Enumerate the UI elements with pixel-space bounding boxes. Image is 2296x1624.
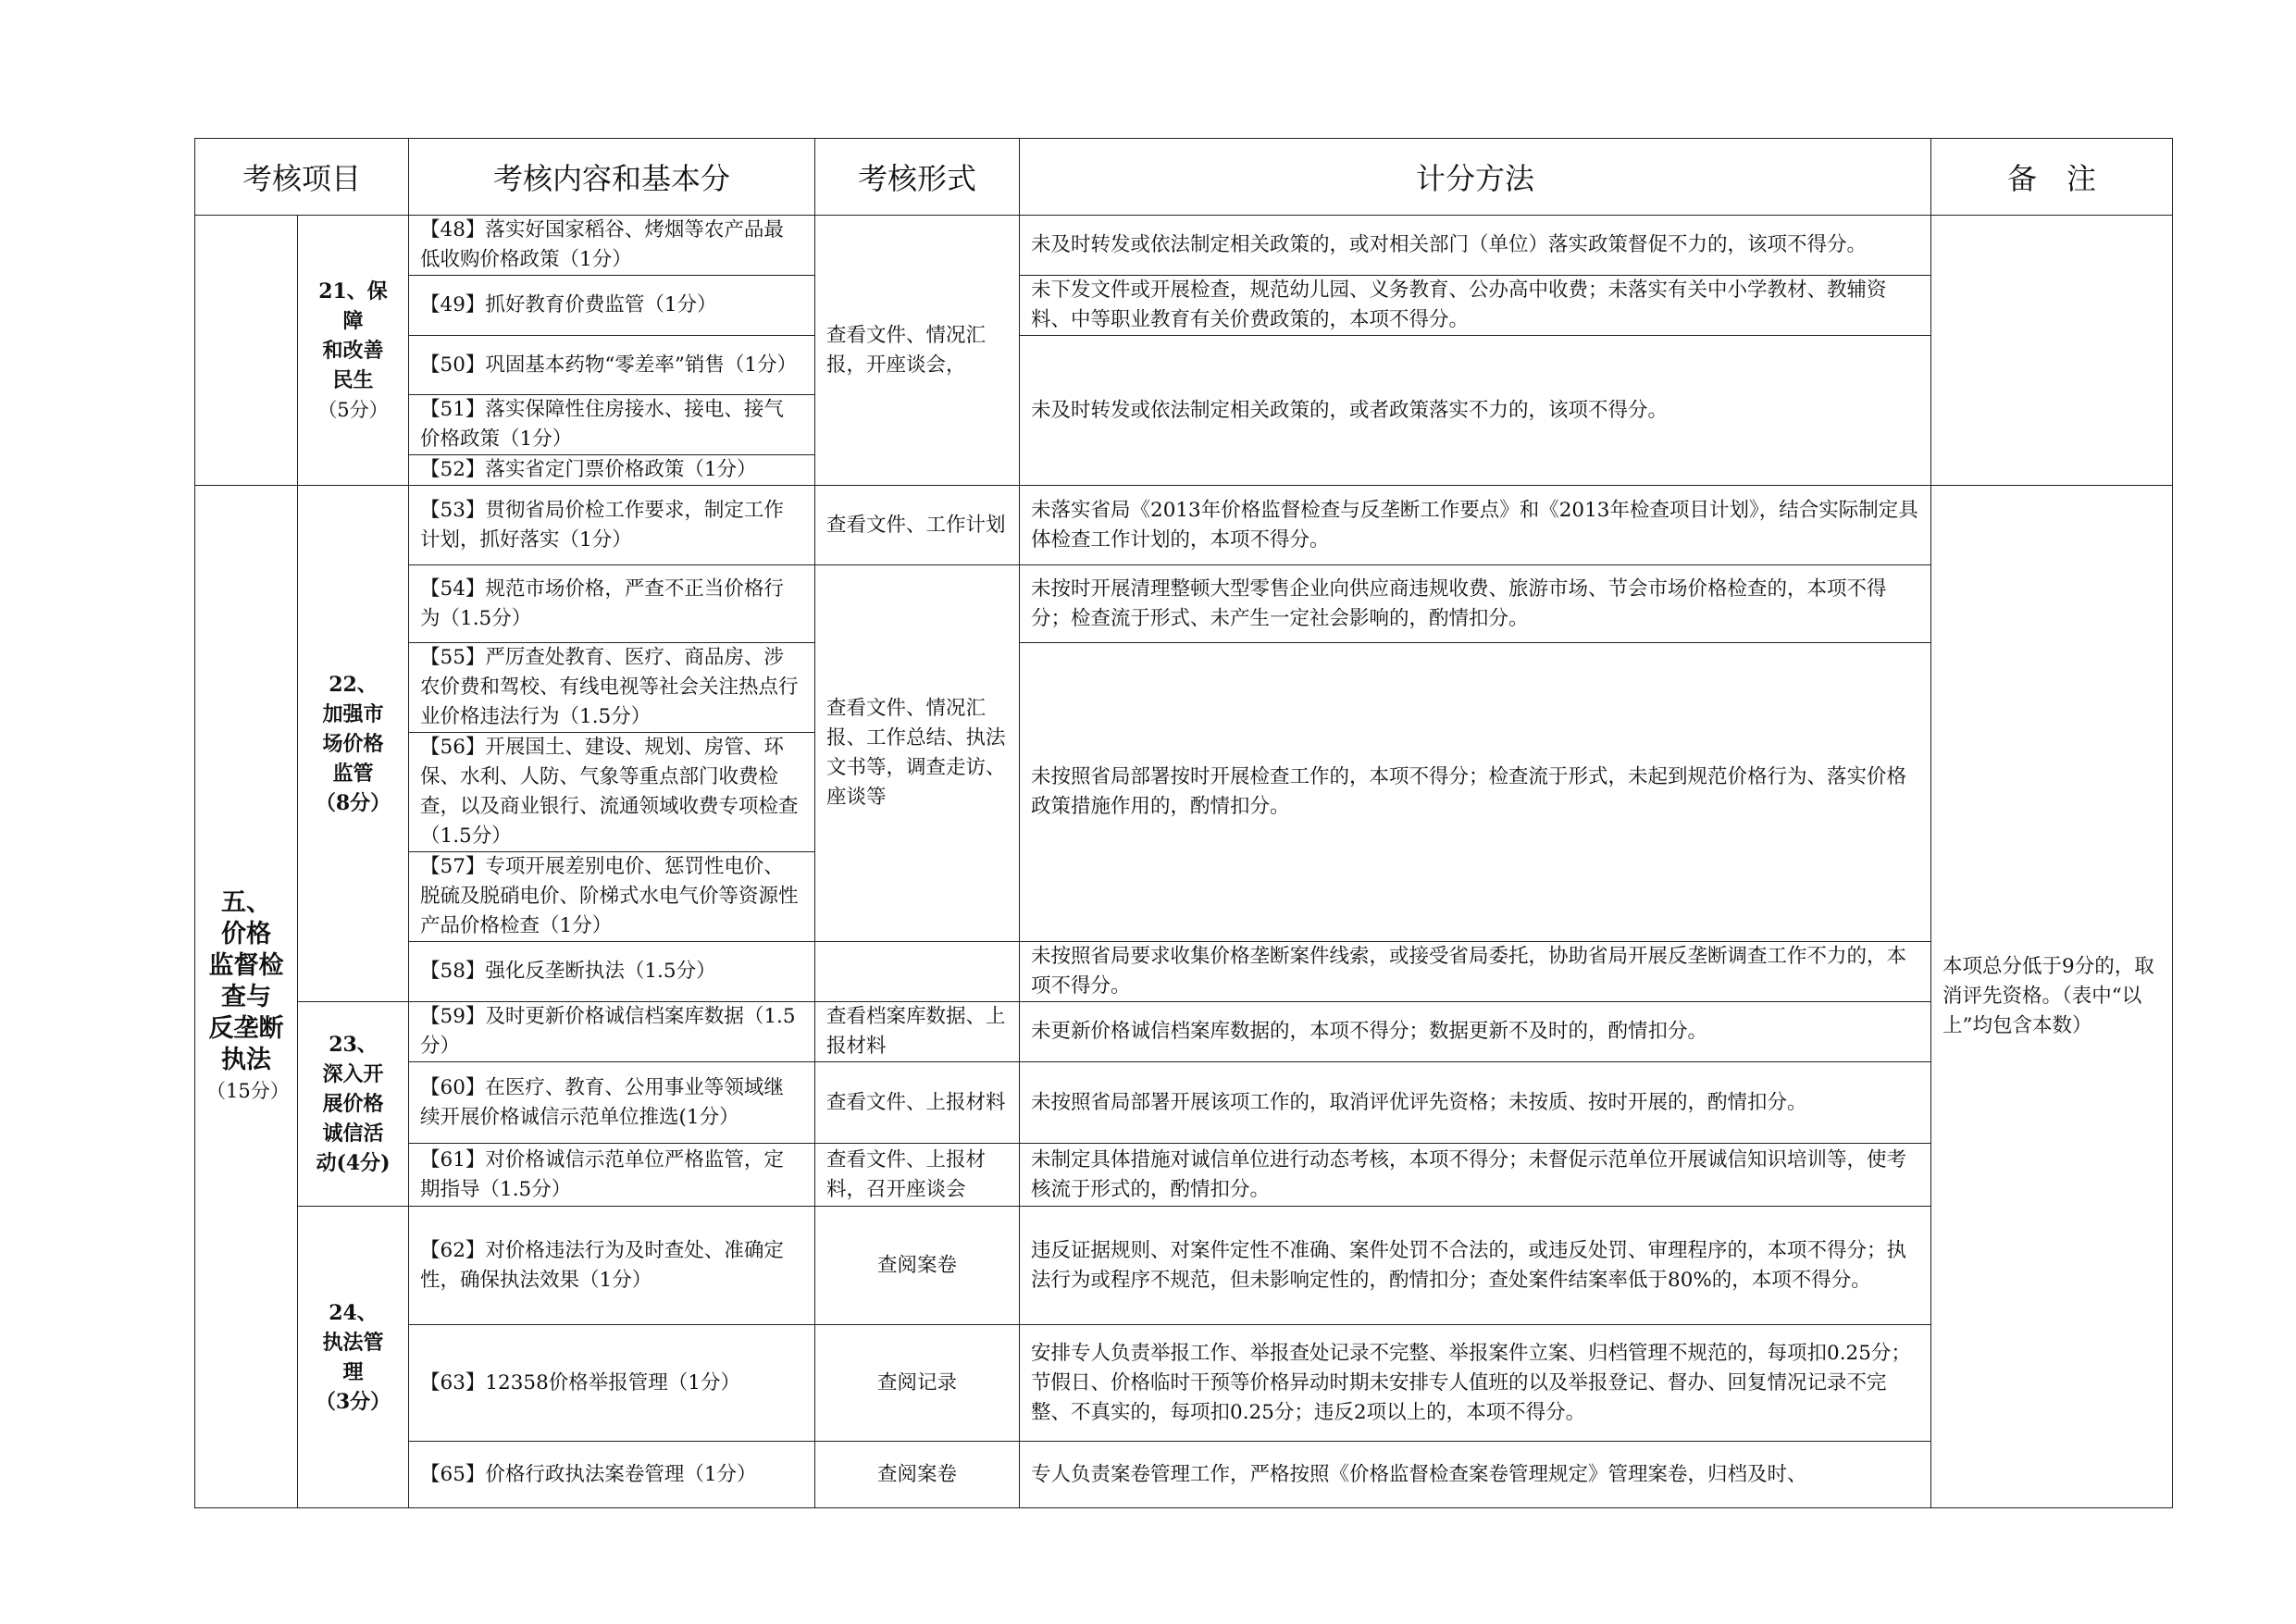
major-five-title: 五、 价格 监督检 查与 反垄断 执法 （15分）: [195, 486, 298, 1508]
item-62: 【62】对价格违法行为及时查处、准确定性，确保执法效果（1分）: [409, 1207, 815, 1325]
table-row: [195, 276, 2173, 336]
group-23-title: 23、 深入开 展价格 诚信活 动(4分): [298, 1002, 409, 1207]
table-row: [195, 1002, 2173, 1062]
form-21: 查看文件、情况汇报，开座谈会，: [815, 216, 1020, 486]
item-59: 【59】及时更新价格诚信档案库数据（1.5分）: [409, 1002, 815, 1062]
item-53: 【53】贯彻省局价检工作要求，制定工作计划，抓好落实（1分）: [409, 486, 815, 565]
form-60: 查看文件、上报材料: [815, 1062, 1020, 1144]
group-21-title: 21、保障 和改善 民生 （5分）: [298, 216, 409, 486]
method-53: 未落实省局《2013年价格监督检查与反垄断工作要点》和《2013年检查项目计划》，结合实际制定具体检查工作计划的，本项不得分。: [1020, 486, 1931, 565]
header-content: 考核内容和基本分: [409, 139, 815, 216]
blank-cell: [1931, 216, 2173, 486]
header-form: 考核形式: [815, 139, 1020, 216]
table-row: [195, 216, 2173, 276]
form-65: 查阅案卷: [815, 1442, 1020, 1508]
item-57: 【57】专项开展差别电价、惩罚性电价、脱硫及脱硝电价、阶梯式水电气价等资源性产品价格检查（1分）: [409, 852, 815, 942]
table-row: [195, 1144, 2173, 1207]
table-row: [195, 336, 2173, 395]
form-63: 查阅记录: [815, 1325, 1020, 1442]
item-63: 【63】12358价格举报管理（1分）: [409, 1325, 815, 1442]
table-row: [195, 1442, 2173, 1508]
form-22: 查看文件、情况汇报、工作总结、执法文书等，调查走访、座谈等: [815, 565, 1020, 942]
group-22-title: 22、 加强市 场价格 监管 （8分）: [298, 486, 409, 1002]
method-58: 未按照省局要求收集价格垄断案件线索，或接受省局委托，协助省局开展反垄断调查工作不力的，本项不得分。: [1020, 942, 1931, 1002]
table-row: [195, 486, 2173, 565]
method-62: 违反证据规则、对案件定性不准确、案件处罚不合法的，或违反处罚、审理程序的，本项不得分；执法行为或程序不规范，但未影响定性的，酌情扣分；查处案件结案率低于80%的，本项不得分。: [1020, 1207, 1931, 1325]
table-row: [195, 1062, 2173, 1144]
header-project: 考核项目: [195, 139, 409, 216]
item-60: 【60】在医疗、教育、公用事业等领域继续开展价格诚信示范单位推选(1分）: [409, 1062, 815, 1144]
table-row: [195, 565, 2173, 643]
header-method: 计分方法: [1020, 139, 1931, 216]
table-row: [195, 1325, 2173, 1442]
form-62: 查阅案卷: [815, 1207, 1020, 1325]
item-56: 【56】开展国土、建设、规划、房管、环保、水利、人防、气象等重点部门收费检查，以及商业银行、流通领域收费专项检查（1.5分）: [409, 733, 815, 852]
table-row: [195, 1207, 2173, 1325]
item-65: 【65】价格行政执法案卷管理（1分）: [409, 1442, 815, 1508]
assessment-table: [194, 138, 2173, 1508]
item-54: 【54】规范市场价格，严查不正当价格行为（1.5分）: [409, 565, 815, 643]
method-49: 未下发文件或开展检查，规范幼儿园、义务教育、公办高中收费；未落实有关中小学教材、教辅资料、中等职业教育有关价费政策的，本项不得分。: [1020, 276, 1931, 336]
method-59: 未更新价格诚信档案库数据的，本项不得分；数据更新不及时的，酌情扣分。: [1020, 1002, 1931, 1062]
remark-cell: 本项总分低于9分的，取消评先资格。（表中“以上”均包含本数）: [1931, 486, 2173, 1508]
item-48: 【48】落实好国家稻谷、烤烟等农产品最低收购价格政策（1分）: [409, 216, 815, 276]
item-52: 【52】落实省定门票价格政策（1分）: [409, 455, 815, 486]
blank-cell: [195, 216, 298, 486]
method-63: 安排专人负责举报工作、举报查处记录不完整、举报案件立案、归档管理不规范的，每项扣0.25分；节假日、价格临时干预等价格异动时期未安排专人值班的以及举报登记、督办、回复情况记录不完整、不真实的，每项扣0.25分；违反2项以上的，本项不得分。: [1020, 1325, 1931, 1442]
table-row: [195, 942, 2173, 1002]
form-59: 查看档案库数据、上报材料: [815, 1002, 1020, 1062]
header-remark: 备 注: [1931, 139, 2173, 216]
item-55: 【55】严厉查处教育、医疗、商品房、涉农价费和驾校、有线电视等社会关注热点行业价格违法行为（1.5分）: [409, 643, 815, 733]
group-24-title: 24、 执法管 理 （3分）: [298, 1207, 409, 1508]
method-60: 未按照省局部署开展该项工作的，取消评优评先资格；未按质、按时开展的，酌情扣分。: [1020, 1062, 1931, 1144]
method-48: 未及时转发或依法制定相关政策的，或对相关部门（单位）落实政策督促不力的，该项不得分。: [1020, 216, 1931, 276]
item-50: 【50】巩固基本药物“零差率”销售（1分）: [409, 336, 815, 395]
table-row: [195, 643, 2173, 733]
form-53: 查看文件、工作计划: [815, 486, 1020, 565]
item-58: 【58】强化反垄断执法（1.5分）: [409, 942, 815, 1002]
method-54: 未按时开展清理整顿大型零售企业向供应商违规收费、旅游市场、节会市场价格检查的，本项不得分；检查流于形式、未产生一定社会影响的，酌情扣分。: [1020, 565, 1931, 643]
header-row: [195, 139, 2173, 216]
blank-cell: [815, 942, 1020, 1002]
item-51: 【51】落实保障性住房接水、接电、接气价格政策（1分）: [409, 395, 815, 455]
method-55: 未按照省局部署按时开展检查工作的，本项不得分；检查流于形式，未起到规范价格行为、落实价格政策措施作用的，酌情扣分。: [1020, 643, 1931, 942]
item-49: 【49】抓好教育价费监管（1分）: [409, 276, 815, 336]
form-61: 查看文件、上报材料，召开座谈会: [815, 1144, 1020, 1207]
method-65: 专人负责案卷管理工作，严格按照《价格监督检查案卷管理规定》管理案卷，归档及时、: [1020, 1442, 1931, 1508]
method-61: 未制定具体措施对诚信单位进行动态考核，本项不得分；未督促示范单位开展诚信知识培训等，使考核流于形式的，酌情扣分。: [1020, 1144, 1931, 1207]
item-61: 【61】对价格诚信示范单位严格监管，定期指导（1.5分）: [409, 1144, 815, 1207]
method-50: 未及时转发或依法制定相关政策的，或者政策落实不力的，该项不得分。: [1020, 336, 1931, 486]
